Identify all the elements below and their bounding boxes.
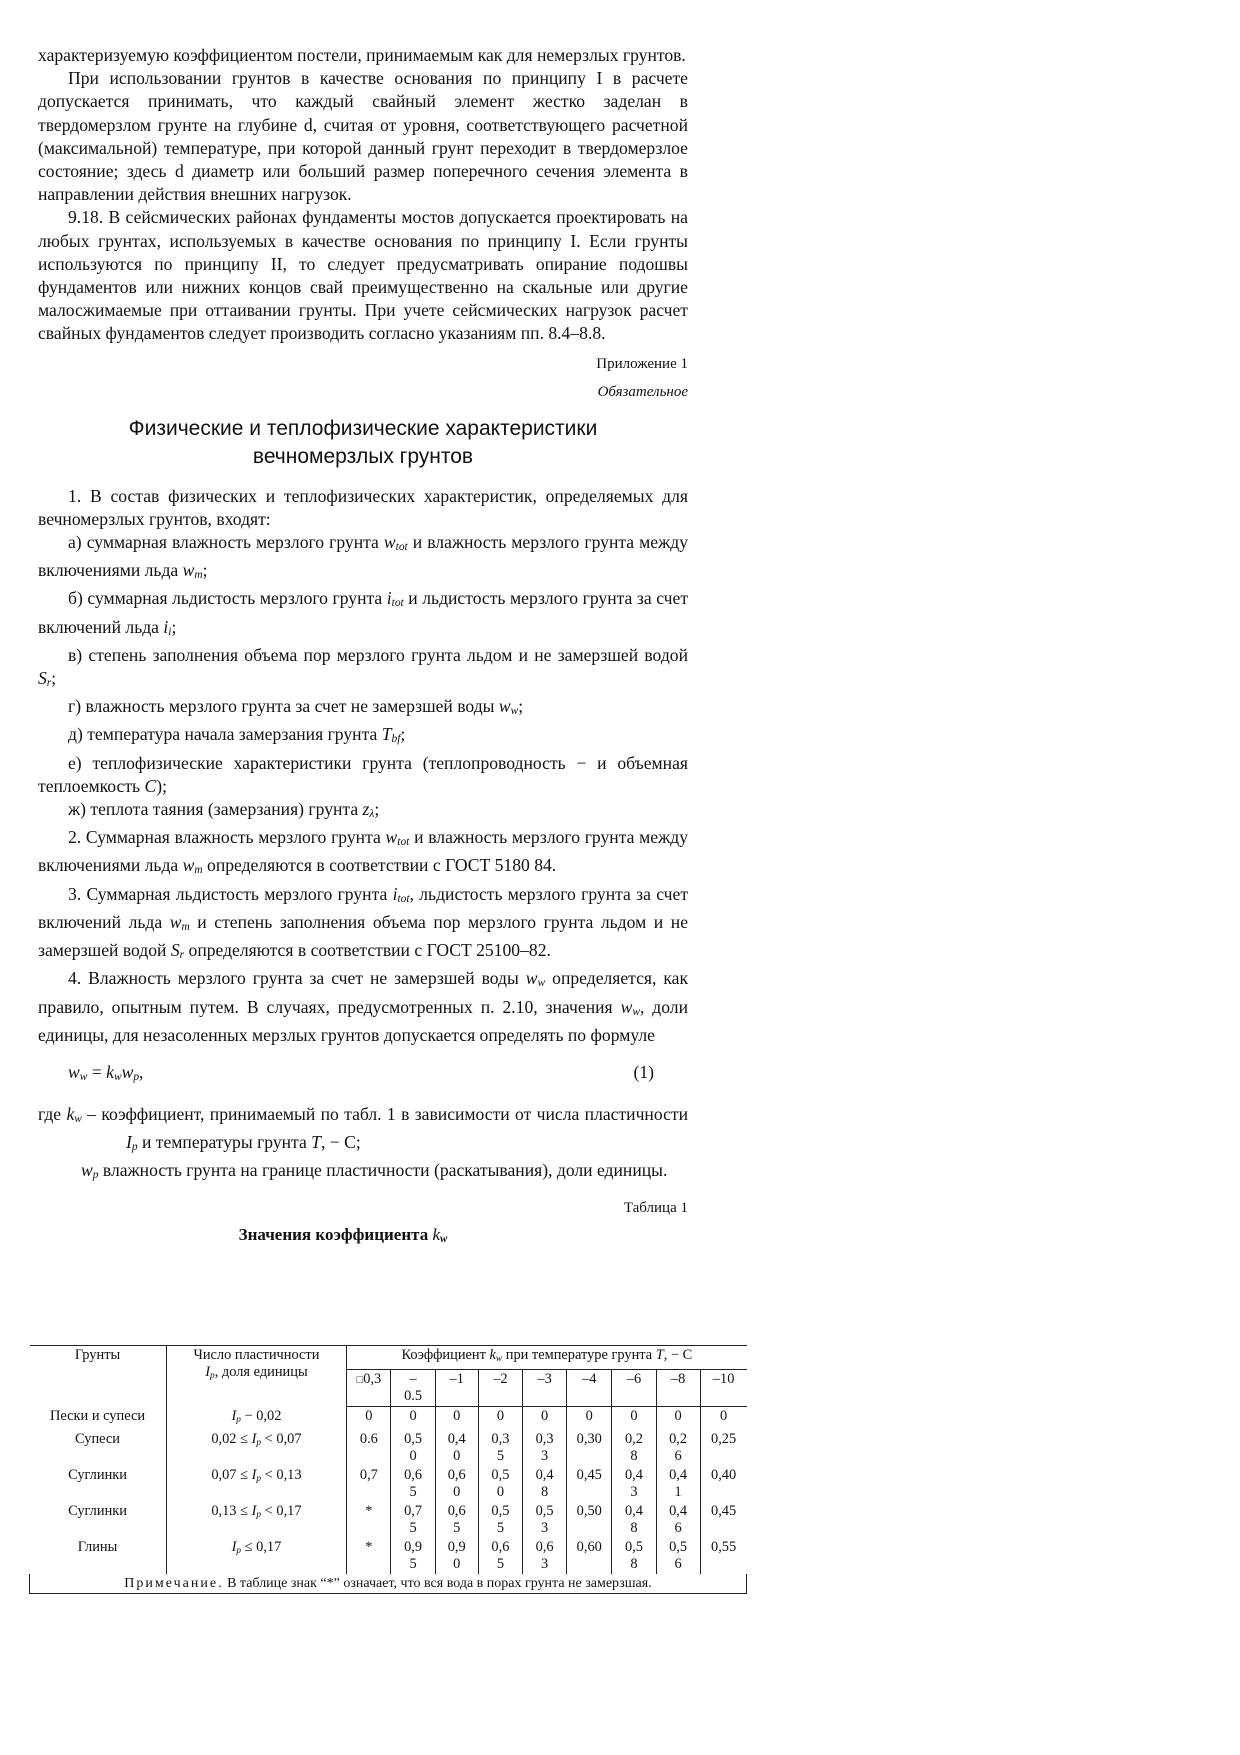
coefficient-cell: 0,9 0: [435, 1538, 478, 1574]
soil-cell: Суглинки: [30, 1466, 167, 1502]
header-plasticity: Число пластичности $I_p$, доля единицы: [166, 1346, 347, 1407]
coefficient-cell: 0,7 5: [391, 1502, 435, 1538]
coefficient-cell: 0: [435, 1407, 478, 1430]
coefficient-cell: 0,6 5: [435, 1502, 478, 1538]
plasticity-cell: $0,02 \le I_p < 0,07$: [166, 1430, 347, 1466]
list-item: е) теплофизические характеристики грунта (теплопроводность − и объемная теплоемкость C);: [38, 752, 688, 796]
table-row: [30, 1466, 747, 1502]
table-label: Таблица 1: [623, 1199, 688, 1216]
temp-cell: – 0.5: [391, 1370, 435, 1407]
temp-cell: –4: [567, 1370, 612, 1407]
coefficient-cell: 0,40: [711, 1466, 737, 1483]
where-definition: где $k_w$ – коэффициент, принимаемый по табл. 1 в зависимости от числа пластичности $I_p$ и температуры грунта T, − С;: [38, 1103, 688, 1154]
list-item: 4. Влажность мерзлого грунта за счет не замерзшей воды $w_w$ определяется, как правило, опытным путем. В случаях, предусмотренных п. 2.10, значения $w_w$, доли единицы, для незасоленных мерзлых грунтов допускается определять по формуле: [38, 968, 688, 1045]
coefficient-cell: 0: [523, 1407, 567, 1430]
coefficient-cell: 0,4 3: [612, 1466, 656, 1502]
coefficient-cell: 0,50: [567, 1502, 612, 1538]
coefficient-cell: 0,4 8: [612, 1502, 656, 1538]
coefficient-cell: 0,5 8: [612, 1538, 656, 1574]
header-coefficient: Коэффициент $k_w$ при температуре грунта T, − С: [347, 1346, 747, 1370]
header-soil: Грунты: [30, 1346, 167, 1407]
coefficient-cell: 0,9 5: [391, 1538, 435, 1574]
coefficient-cell: 0,4 8: [523, 1466, 567, 1502]
coefficient-cell: 0,2 6: [656, 1430, 700, 1466]
temp-cell: –6: [612, 1370, 656, 1407]
coefficient-cell: 0,45: [711, 1502, 737, 1519]
coefficient-cell: 0: [612, 1407, 656, 1430]
list-item: 1. В состав физических и теплофизических характеристик, определяемых для вечномерзлых грунтов, входят:: [38, 485, 688, 529]
plasticity-cell: $I_p \le 0,17$: [166, 1538, 347, 1574]
coefficient-cell: 0,7: [347, 1466, 391, 1502]
coefficient-cell: 0: [567, 1407, 612, 1430]
coefficient-cell: 0: [347, 1407, 391, 1430]
coefficient-cell: 0,4 0: [435, 1430, 478, 1466]
soil-cell: Супеси: [30, 1430, 167, 1466]
coefficient-cell: 0,55: [711, 1538, 737, 1555]
soil-cell: Суглинки: [30, 1502, 167, 1538]
formula: [68, 1061, 654, 1089]
temp-cell: –8: [656, 1370, 700, 1407]
coefficient-cell: 0,6 5: [478, 1538, 522, 1574]
plasticity-cell: $0,07 \le I_p < 0,13$: [166, 1466, 347, 1502]
coefficient-cell: 0,5 5: [478, 1502, 522, 1538]
paragraph: При использовании грунтов в качестве основания по принципу I в расчете допускается принимать, что каждый свайный элемент жестко заделан в твердомерзлом грунте на глубине d, считая от уровня, соответствующего расчетной (максимальной) температуре, при которой данный грунт переходит в твердомерзлое состояние; здесь d диаметр или больший размер поперечного сечения элемента в направлении действия внешних нагрузок.: [38, 68, 688, 205]
coefficient-cell: 0: [656, 1407, 700, 1430]
coefficient-cell: 0,5 0: [478, 1466, 522, 1502]
table-note: Примечание. В таблице знак “*” означает, что вся вода в порах грунта не замерзшая.: [30, 1574, 747, 1594]
soil-cell: Глины: [30, 1538, 167, 1574]
coefficient-cell: 0,45: [567, 1466, 612, 1502]
soil-cell: Пески и супеси: [30, 1407, 167, 1430]
coefficient-cell: 0,5 0: [391, 1430, 435, 1466]
list-item: в) степень заполнения объема пор мерзлого грунта льдом и не замерзшей водой $S_r$;: [38, 644, 688, 690]
appendix-title: [38, 415, 688, 471]
list-item: 2. Суммарная влажность мерзлого грунта $w_{tot}$ и влажность мерзлого грунта между включениями льда $w_m$ определяются в соответствии с ГОСТ 5180 84.: [38, 827, 688, 877]
coefficient-table: [29, 1345, 747, 1594]
table-caption: Значения коэффициента $k_w$: [238, 1224, 448, 1245]
formula-expression: $w_w = k_ww_p$,: [68, 1061, 144, 1083]
table-row: [30, 1502, 747, 1538]
table-row: [30, 1407, 747, 1430]
appendix-title-line: вечномерзлых грунтов: [252, 444, 474, 468]
paragraph: 9.18. В сейсмических районах фундаменты мостов допускается проектировать на любых грунтах, используемых в качестве основания по принципу I. Если грунты используются по принципу II, то следует предусматривать опирание подошвы фундаментов или нижних концов свай преимущественно на скальные или другие малосжимаемые при оттаивании грунты. При учете сейсмических нагрузок расчет свайных фундаментов следует производить согласно указаниям пп. 8.4–8.8.: [38, 207, 688, 344]
coefficient-cell: 0,60: [567, 1538, 612, 1574]
coefficient-cell: 0,5 3: [523, 1502, 567, 1538]
coefficient-cell: 0,6 0: [435, 1466, 478, 1502]
temp-cell: □0,3: [347, 1370, 391, 1407]
table-row: [30, 1430, 747, 1466]
coefficient-cell: 0,3 3: [523, 1430, 567, 1466]
coefficient-cell: 0,4 1: [656, 1466, 700, 1502]
coefficient-cell: 0,5 6: [656, 1538, 700, 1574]
appendix-status: Обязательное: [597, 383, 688, 400]
coefficient-cell: 0,4 6: [656, 1502, 700, 1538]
document-page: [38, 44, 688, 1253]
coefficient-cell: *: [347, 1538, 391, 1574]
temp-cell: –1: [435, 1370, 478, 1407]
paragraph: характеризуемую коэффициентом постели, принимаемым как для немерзлых грунтов.: [38, 45, 686, 65]
where-definition: $w_p$ влажность грунта на границе пластичности (раскатывания), доли единицы.: [81, 1160, 668, 1182]
appendix-title-line: Физические и теплофизические характеристики: [128, 416, 598, 440]
coefficient-cell: 0: [478, 1407, 522, 1430]
formula-number: (1): [633, 1061, 654, 1082]
list-item: 3. Суммарная льдистость мерзлого грунта $i_{tot}$, льдистость мерзлого грунта за счет включений льда $w_m$ и степень заполнения объема пор мерзлого грунта льдом и не замерзшей водой $S_r$ определяются в соответствии с ГОСТ 25100–82.: [38, 883, 689, 962]
list-item: б) суммарная льдистость мерзлого грунта $i_{tot}$ и льдистость мерзлого грунта за счет включений льда $i_i$;: [38, 588, 689, 638]
temp-cell: –10: [700, 1370, 746, 1407]
coefficient-cell: 0,6 5: [391, 1466, 435, 1502]
coefficient-cell: 0: [391, 1407, 435, 1430]
plasticity-cell: $I_p - 0,02$: [166, 1407, 347, 1430]
list-item: ж) теплота таяния (замерзания) грунта $z_\lambda$;: [68, 799, 380, 821]
coefficient-cell: 0,2 8: [612, 1430, 656, 1466]
coefficient-cell: 0,3 5: [478, 1430, 522, 1466]
coefficient-cell: 0.6: [347, 1430, 391, 1466]
temp-cell: –3: [523, 1370, 567, 1407]
coefficient-cell: 0,25: [711, 1430, 737, 1447]
appendix-label: Приложение 1: [596, 355, 688, 372]
coefficient-cell: *: [347, 1502, 391, 1538]
coefficient-cell: 0,30: [567, 1430, 612, 1466]
table-row: [30, 1538, 747, 1574]
temp-cell: –2: [478, 1370, 522, 1407]
list-item: д) температура начала замерзания грунта $T_{bf}$;: [68, 724, 406, 746]
plasticity-cell: $0,13 \le I_p < 0,17$: [166, 1502, 347, 1538]
list-item: а) суммарная влажность мерзлого грунта $w_{tot}$ и влажность мерзлого грунта между включениями льда $w_m$;: [38, 532, 688, 582]
coefficient-cell: 0,6 3: [523, 1538, 567, 1574]
coefficient-cell: 0: [720, 1408, 728, 1424]
list-item: г) влажность мерзлого грунта за счет не замерзшей воды $w_w$;: [68, 696, 524, 718]
